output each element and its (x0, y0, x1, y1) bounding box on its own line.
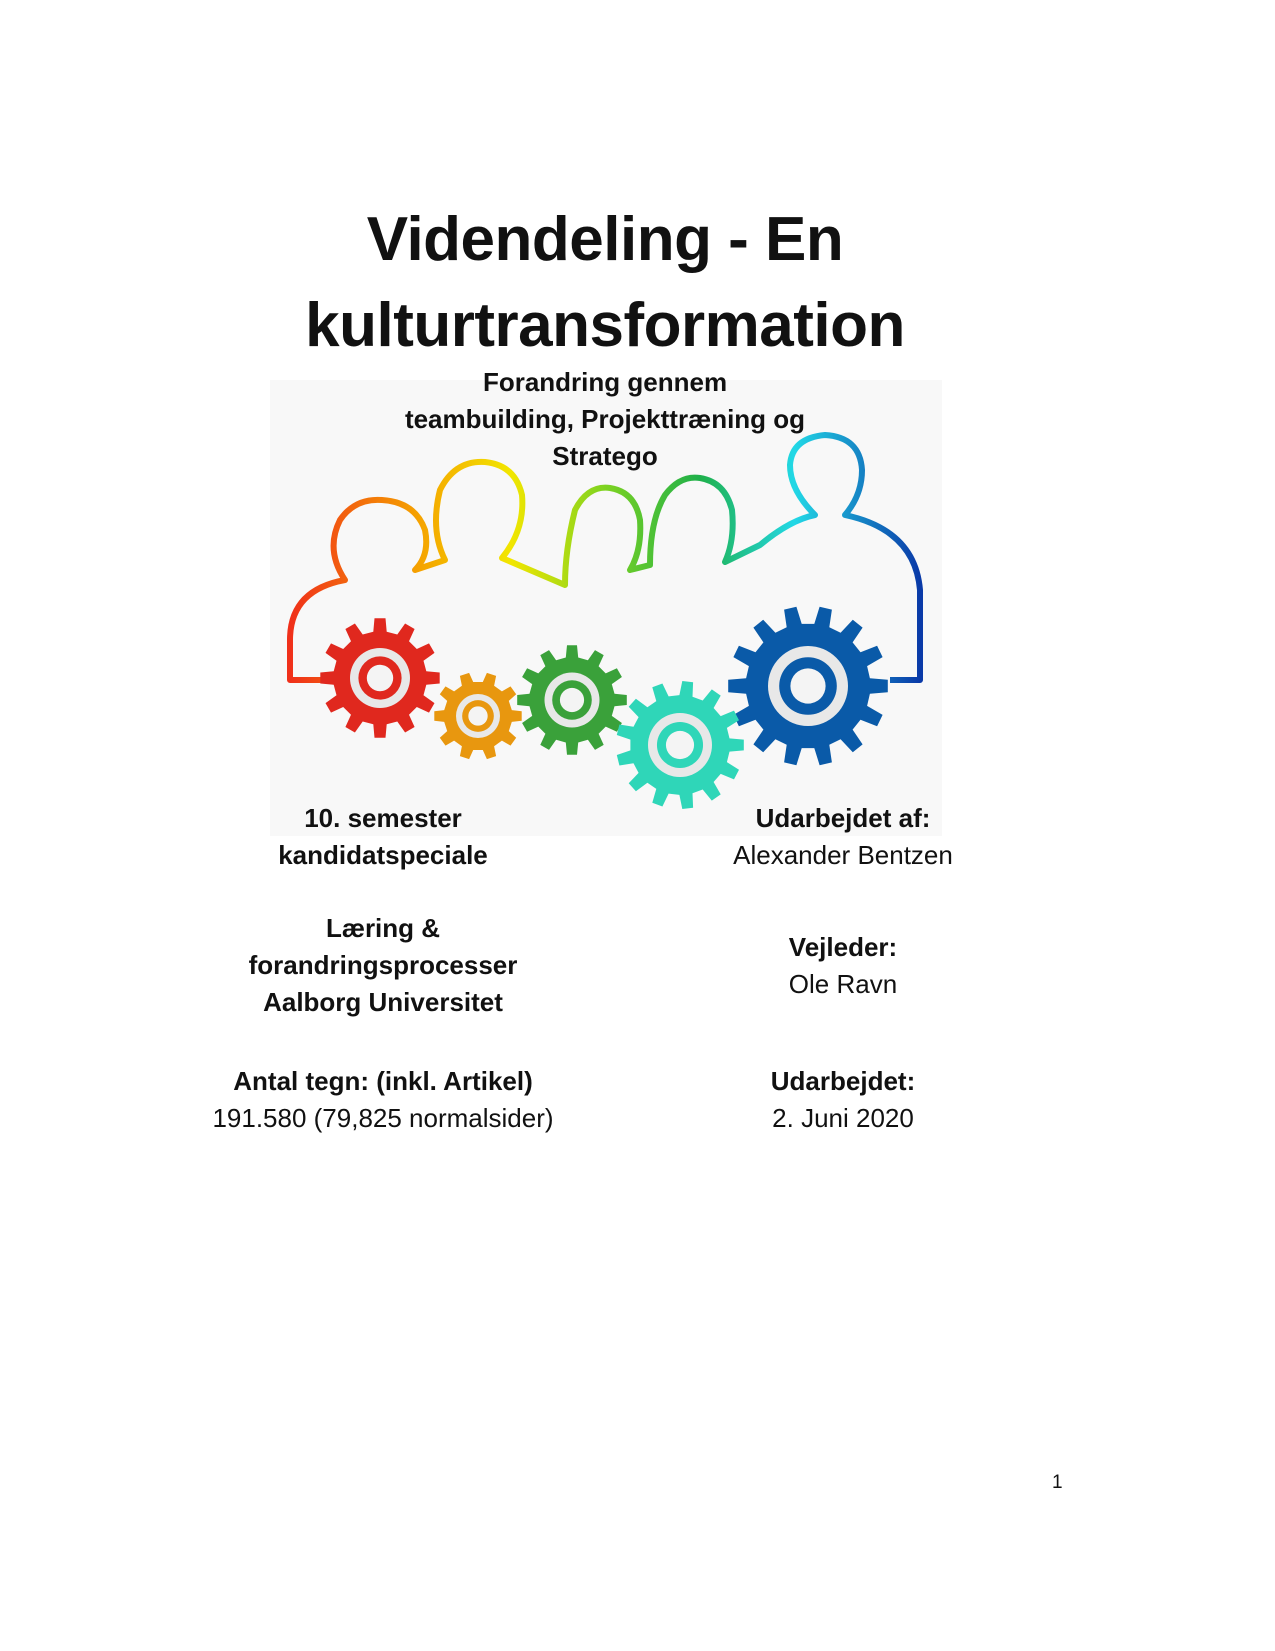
program-line-2: forandringsprocesser (248, 950, 518, 980)
gear-icon (320, 618, 439, 737)
subtitle-line-3: Stratego (552, 441, 658, 471)
character-count-value: 191.580 (79,825 normalsider) (212, 1103, 554, 1133)
character-count-label: Antal tegn: (inkl. Artikel) (233, 1066, 533, 1096)
supervisor-label: Vejleder: (788, 932, 898, 962)
gear-icon (517, 645, 627, 755)
semester-line-1: 10. semester (304, 803, 462, 833)
subtitle-line-1: Forandring gennem (482, 367, 728, 397)
supervisor-value: Ole Ravn (788, 969, 898, 999)
page-number: 1 (1052, 1472, 1063, 1493)
program-line-1: Læring & (325, 913, 441, 943)
gear-icon (617, 681, 744, 809)
author-label: Udarbejdet af: (755, 803, 931, 833)
date-value: 2. Juni 2020 (772, 1103, 914, 1133)
author-value: Alexander Bentzen (733, 840, 953, 870)
program-line-3: Aalborg Universitet (263, 987, 503, 1017)
title-line-2: kulturtransformation (305, 291, 905, 360)
title-line-1: Videndeling - En (366, 205, 844, 274)
gear-icon (434, 673, 521, 759)
gear-icon (728, 607, 888, 765)
date-label: Udarbejdet: (770, 1066, 916, 1096)
semester-line-2: kandidatspeciale (278, 840, 488, 870)
subtitle-line-2: teambuilding, Projekttræning og (404, 404, 806, 434)
